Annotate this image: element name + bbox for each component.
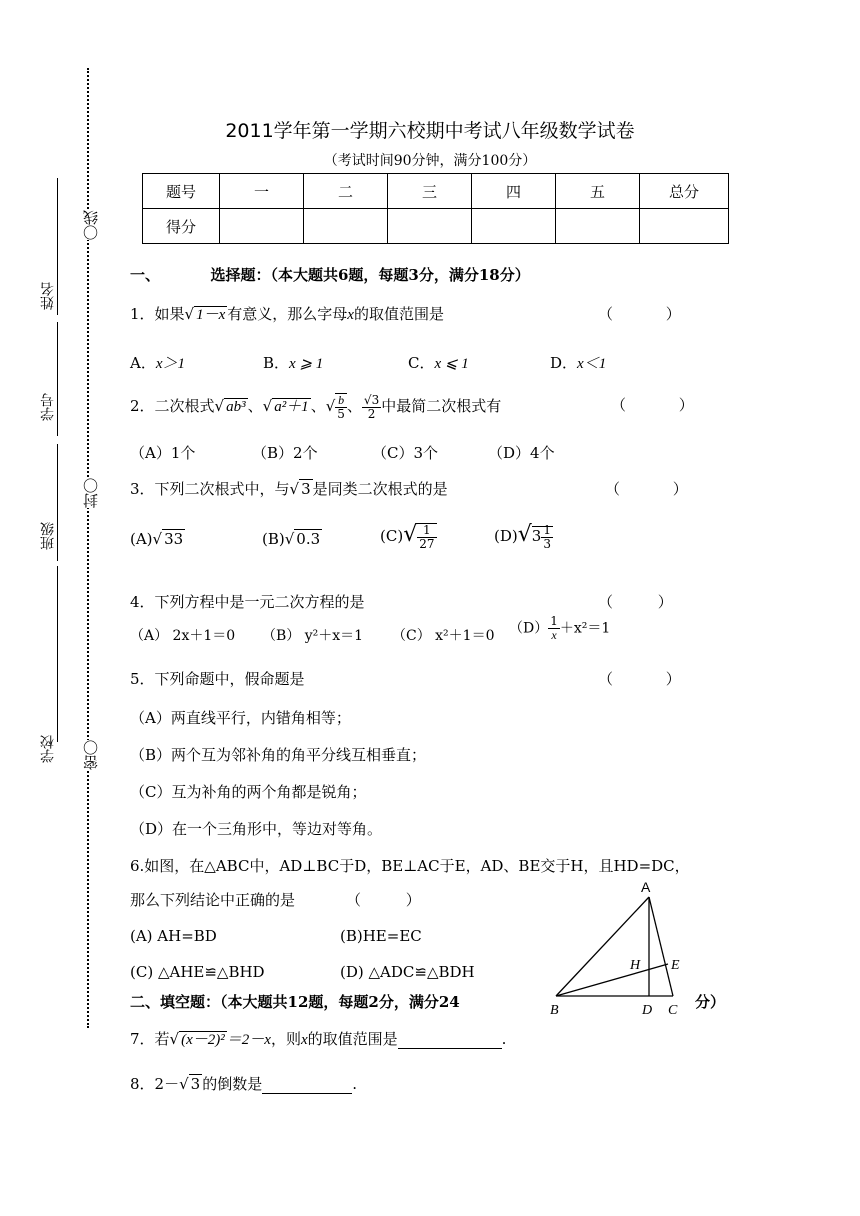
- side-ab: [556, 897, 649, 996]
- separator: 、: [247, 397, 263, 415]
- q1-suffix: 有意义，那么字母: [227, 305, 348, 323]
- class-label: 班级: [40, 522, 56, 550]
- option-label: (C): [380, 527, 404, 545]
- q8-expr: 2－: [154, 1075, 180, 1093]
- score-header-cell: 五: [556, 174, 640, 209]
- page-subtitle: （考试时间90分钟，满分100分）: [323, 153, 537, 169]
- altitude-be: [556, 964, 668, 996]
- question-6-line-2: 那么下列结论中正确的是: [130, 891, 296, 909]
- option-fraction: [541, 524, 553, 551]
- score-cell: [556, 209, 640, 244]
- numerator: b: [335, 394, 347, 408]
- q8-end: .: [352, 1075, 357, 1093]
- answer-blank[interactable]: [398, 1030, 502, 1049]
- q1-option-b: [263, 352, 323, 373]
- option-expr: 0.3: [296, 530, 321, 548]
- option-fraction: [417, 523, 436, 551]
- q5-option-a: （A）两直线平行，内错角相等；: [130, 709, 351, 727]
- option-expr: x＜1: [577, 356, 607, 372]
- option-label: （D）: [509, 620, 549, 637]
- score-cell: [640, 209, 729, 244]
- q5-option-c: （C）互为补角的两个角都是锐角；: [130, 783, 367, 801]
- label-e: E: [671, 958, 680, 973]
- q1-answer-paren: （ ）: [598, 305, 681, 323]
- label-h: H: [630, 958, 641, 973]
- option-expr: x ⩽ 1: [434, 356, 469, 372]
- section2-heading: [130, 991, 460, 1012]
- q3-option-c: [380, 522, 437, 551]
- q1-var: x: [347, 307, 354, 323]
- q1-radicand: 1－x: [196, 307, 226, 323]
- q2-option-c: （C）3个: [372, 444, 439, 462]
- q7-end: .: [501, 1030, 507, 1048]
- score-table-score-row: [143, 209, 729, 244]
- q2-option-a: （A）1个: [130, 444, 196, 462]
- q3-option-b: [262, 530, 322, 548]
- secret-mark: 密〇: [82, 740, 100, 770]
- score-header-cell: 一: [220, 174, 304, 209]
- q1-option-d: [550, 352, 606, 373]
- q2-option-b: （B）2个: [252, 444, 318, 462]
- option-expr: 33: [164, 530, 184, 548]
- q3-prefix: 3．下列二次根式中，与: [130, 480, 290, 498]
- name-label: 姓名: [40, 282, 56, 310]
- section2-number: 二、: [130, 993, 161, 1011]
- q2-fraction-4: [362, 394, 381, 421]
- q3-radical: 3: [301, 480, 311, 498]
- school-label: 学校: [40, 735, 56, 763]
- seal-mark: 封〇: [82, 478, 100, 508]
- numerator: √3: [363, 392, 380, 407]
- separator: 、: [346, 397, 362, 415]
- option-expr: ＋x²＝1: [559, 620, 611, 637]
- q6-answer-paren: （ ）: [346, 891, 421, 909]
- sqrt-icon: √: [403, 522, 418, 547]
- question-6-line-1: 6.如图，在△ABC中，AD⊥BC于D，BE⊥AC于E，AD、BE交于H，且HD=DC，: [130, 857, 690, 875]
- score-table-header-row: [143, 174, 729, 209]
- school-underline: [57, 566, 58, 742]
- sqrt-icon: √: [289, 480, 300, 498]
- score-cell: [472, 209, 556, 244]
- q7-equation: ＝2－x: [226, 1032, 271, 1048]
- label-c: C: [668, 1003, 678, 1018]
- label-b: B: [550, 1003, 559, 1018]
- question-1: [130, 303, 444, 324]
- q2-suffix: 中最简二次根式有: [381, 397, 502, 415]
- q2-radical-1: ab³: [226, 399, 246, 415]
- sqrt-icon: √: [214, 397, 225, 415]
- q2-answer-paren: （ ）: [611, 396, 694, 414]
- denominator: 27: [419, 537, 435, 551]
- question-3: [130, 478, 448, 499]
- q2-radical-2: a²＋1: [274, 399, 309, 415]
- q8-suffix: 的倒数是: [202, 1075, 263, 1093]
- question-5: 5．下列命题中，假命题是: [130, 670, 305, 688]
- sqrt-icon: √: [179, 1075, 189, 1093]
- option-expr: x ⩾ 1: [289, 356, 324, 372]
- q7-radicand: (x－2)²: [181, 1032, 225, 1048]
- sqrt-icon: √: [184, 305, 195, 323]
- section1-heading: [130, 264, 530, 285]
- sqrt-icon: √: [262, 397, 273, 415]
- option-label: C．: [408, 354, 435, 372]
- triangle-figure: [540, 875, 710, 1025]
- option-label: (A): [130, 530, 153, 548]
- q2-option-d: （D）4个: [488, 444, 555, 462]
- page-title: 2011学年第一学期六校期中考试八年级数学试卷: [225, 120, 635, 142]
- q3-suffix: 是同类二次根式的是: [312, 480, 448, 498]
- line-mark: 〇线: [82, 210, 100, 240]
- q2-prefix: 2．二次根式: [130, 397, 215, 415]
- q4-option-a: （A） 2x＋1＝0: [130, 628, 236, 644]
- q1-option-c: [408, 352, 469, 373]
- score-header-cell: 四: [472, 174, 556, 209]
- score-cell: [388, 209, 472, 244]
- q4-option-b: （B） y²＋x＝1: [262, 628, 364, 644]
- section2-title: 填空题：（本大题共12题，每题2分，满分24: [160, 993, 460, 1011]
- score-header-cell: 总分: [640, 174, 729, 209]
- q5-option-b: （B）两个互为邻补角的角平分线互相垂直；: [130, 746, 427, 764]
- score-row-label: 得分: [143, 209, 220, 244]
- option-label: A．: [130, 354, 156, 372]
- option-expr: x＞1: [155, 356, 186, 372]
- q6-option-c: (C) △AHE≌△BHD: [130, 963, 265, 981]
- numerator: 1: [543, 522, 551, 537]
- sqrt-icon: √: [169, 1030, 180, 1048]
- q8-radical: 3: [190, 1075, 201, 1093]
- numerator: 1: [550, 614, 558, 628]
- denominator: 2: [367, 406, 376, 421]
- option-label: (B): [262, 530, 285, 548]
- separator: 、: [310, 397, 326, 415]
- q7-suffix: ，则: [270, 1030, 301, 1048]
- sqrt-icon: √: [152, 530, 163, 548]
- q4-option-c: （C） x²＋1＝0: [392, 628, 495, 644]
- score-header-cell: 题号: [143, 174, 220, 209]
- sqrt-icon: √: [284, 530, 295, 548]
- section2-tail: 分）: [695, 993, 726, 1011]
- option-label: D．: [550, 354, 578, 372]
- numerator: 1: [417, 524, 436, 538]
- q5-option-d: （D）在一个三角形中，等边对等角。: [130, 820, 383, 838]
- q4-option-d: [509, 615, 610, 642]
- sqrt-icon: √: [517, 522, 532, 547]
- denominator: x: [551, 628, 557, 642]
- answer-blank[interactable]: [262, 1075, 352, 1094]
- label-a: A: [641, 879, 651, 895]
- question-2: [130, 393, 501, 421]
- whole-part: 3: [531, 527, 542, 545]
- option-label: B．: [263, 354, 290, 372]
- q6-option-d: (D) △ADC≌△BDH: [340, 963, 475, 981]
- score-cell: [304, 209, 388, 244]
- q6-option-a: (A) AH=BD: [130, 927, 217, 945]
- sqrt-icon: √: [325, 397, 336, 415]
- q7-var: x: [300, 1032, 308, 1048]
- side-ac: [649, 897, 673, 996]
- label-d: D: [642, 1003, 653, 1018]
- q1-suffix2: 的取值范围是: [353, 305, 444, 323]
- q4-answer-paren: （ ）: [598, 593, 673, 611]
- question-4: 4．下列方程中是一元二次方程的是: [130, 593, 365, 611]
- q2-fraction-3: [335, 393, 347, 421]
- question-7: [130, 1028, 506, 1049]
- section1-number: 一、: [130, 266, 161, 284]
- id-label: 学号: [40, 393, 56, 421]
- option-fraction: [548, 615, 560, 642]
- q3-option-a: [130, 530, 185, 548]
- question-8: [130, 1073, 357, 1094]
- section1-title: 选择题：（本大题共6题，每题3分，满分18分）: [210, 266, 530, 284]
- q7-prefix: 7．若: [130, 1030, 170, 1048]
- option-label: (D): [494, 527, 518, 545]
- score-header-cell: 三: [388, 174, 472, 209]
- q6-option-b: (B)HE=EC: [340, 927, 422, 945]
- q5-answer-paren: （ ）: [598, 670, 681, 688]
- q3-option-d: [494, 522, 553, 551]
- score-table: [142, 173, 729, 244]
- denominator: 3: [543, 536, 551, 551]
- q1-prefix: 1．如果: [130, 305, 185, 323]
- q7-suffix2: 的取值范围是: [307, 1030, 398, 1048]
- denominator: 5: [337, 407, 345, 421]
- q1-option-a: [130, 352, 185, 373]
- score-cell: [220, 209, 304, 244]
- score-header-cell: 二: [304, 174, 388, 209]
- q8-prefix: 8．: [130, 1075, 155, 1093]
- q3-answer-paren: （ ）: [605, 480, 688, 498]
